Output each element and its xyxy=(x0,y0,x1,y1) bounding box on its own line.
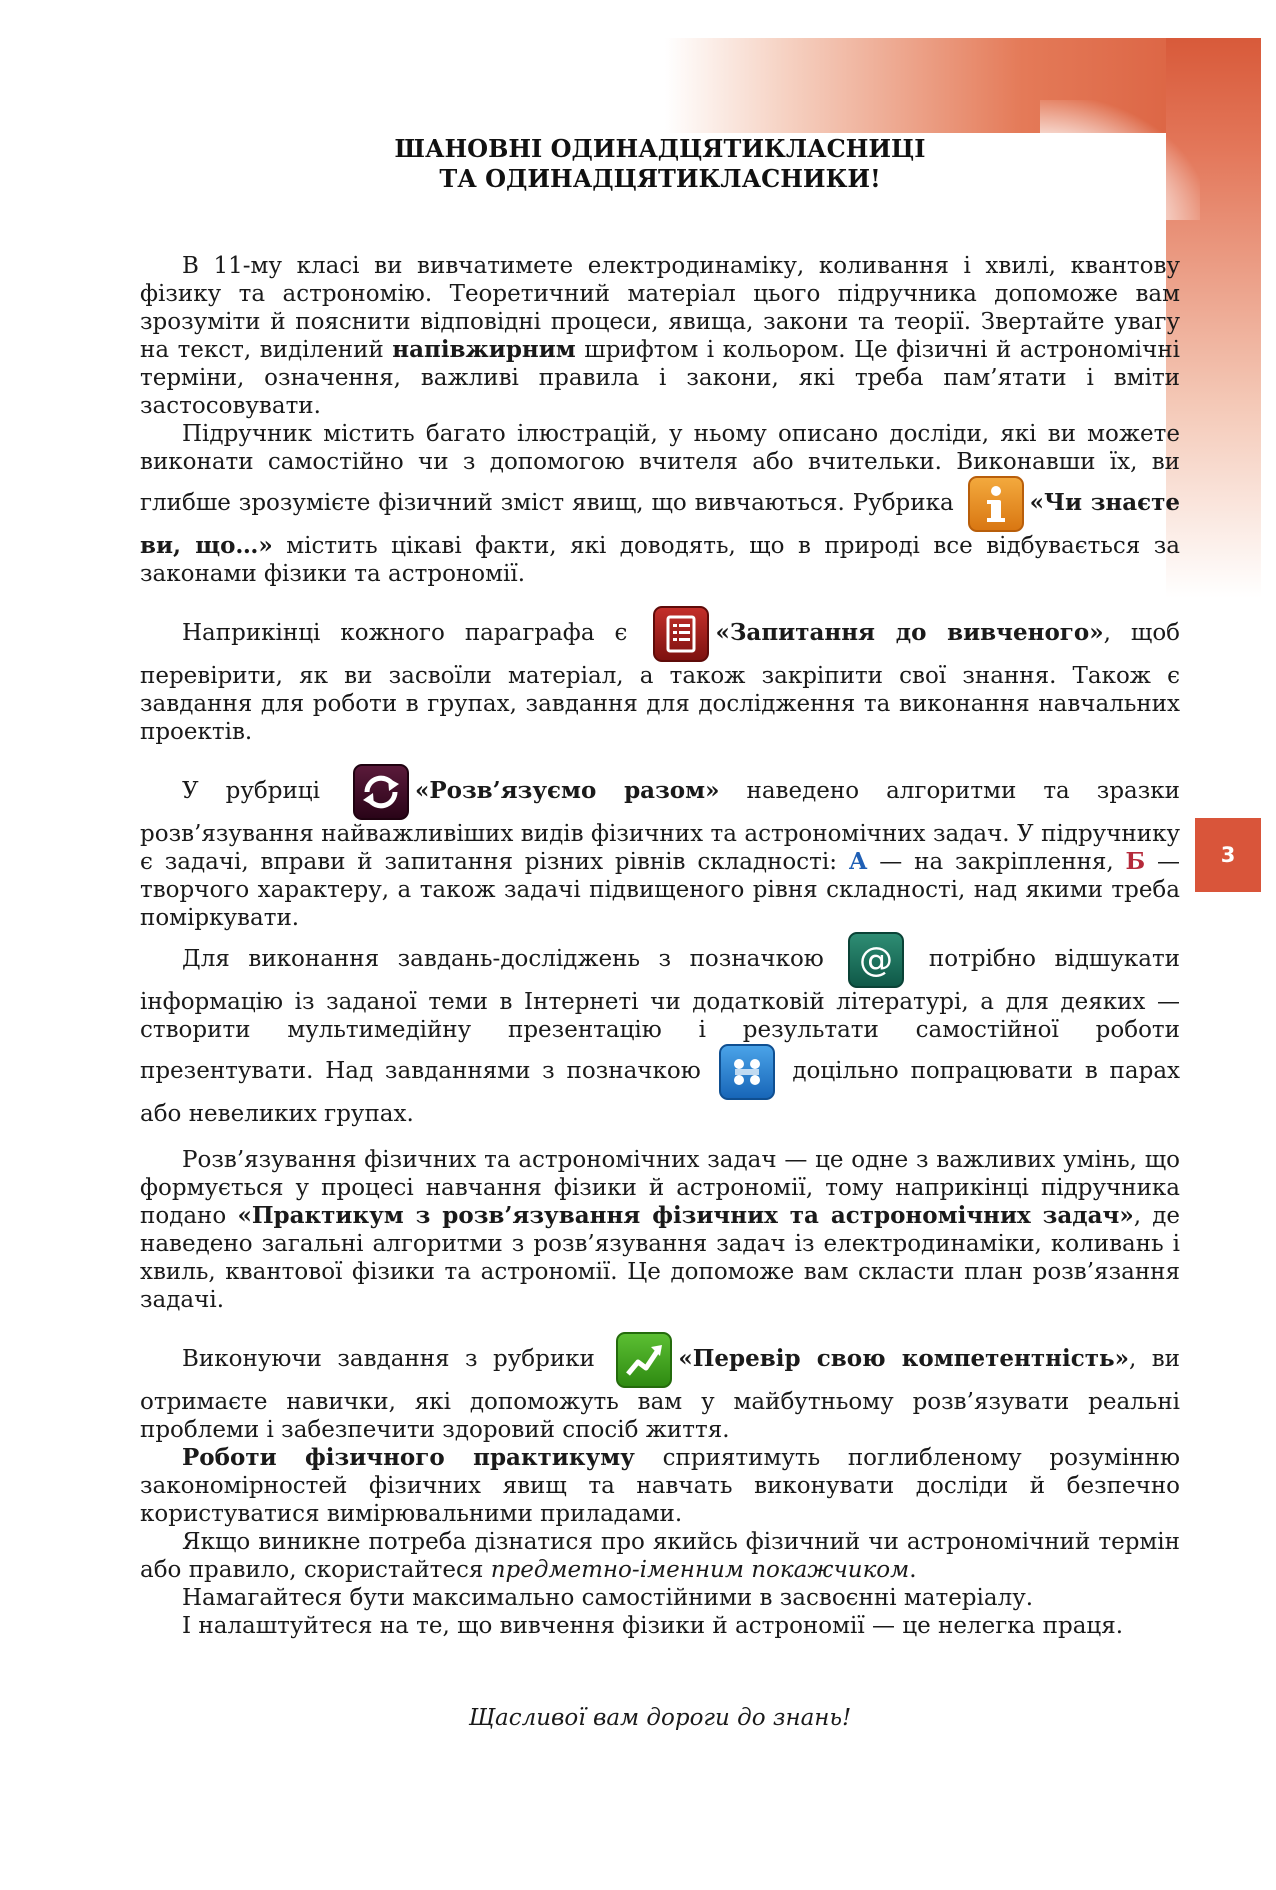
p4-text-c: — на закріплення, xyxy=(867,849,1126,875)
p6-bold: «Практикум з розв’язування фізичних та астрономічних задач» xyxy=(237,1202,1134,1229)
title-line-1: ШАНОВНІ ОДИНАДЦЯТИКЛАСНИЦІ xyxy=(394,134,926,163)
group-work-icon xyxy=(719,1044,775,1100)
p3-text-a: Наприкінці кожного параграфа є xyxy=(182,620,648,646)
p8-text-b: сприятимуть поглибленому розумінню закономірностей фізичних явищ та навчать виконувати досліди й безпечно користуватися вимірювальними приладами. xyxy=(140,1445,1180,1527)
p2-bold: «Чи знаєте ви, що…» xyxy=(140,489,1180,559)
level-a-label: А xyxy=(848,848,868,875)
page-number: 3 xyxy=(1220,843,1236,867)
p4-text-d: — творчого характеру, а також задачі підвищеного рівня складності, над якими треба поміркувати. xyxy=(140,849,1180,931)
p6-text-b: , де наведено загальні алгоритми з розв’язування задач із електродинаміки, коливань і хвиль, квантової фізики та астрономії. Це допоможе вам скласти план розв’язання задачі. xyxy=(140,1203,1181,1313)
p3-bold: «Запитання до вивченого» xyxy=(715,619,1104,646)
p9-italic: предметно-іменним покажчиком xyxy=(490,1557,910,1583)
p4-text-b: наведено алгоритми та зразки розв’язування найважливіших видів фізичних та астрономічних задач. У підручнику є задачі, вправи й запитання різних рівнів складності: xyxy=(140,778,1181,875)
closing-wish: Щасливої вам дороги до знань! xyxy=(468,1705,852,1731)
paragraph-2 xyxy=(140,420,1180,588)
p7-bold: «Перевір свою компетентність» xyxy=(678,1345,1129,1372)
paragraph-3 xyxy=(140,606,1180,746)
page-title xyxy=(140,134,1180,194)
paragraph-6 xyxy=(140,1146,1180,1314)
p3-text-b: , щоб перевірити, як ви засвоїли матеріал, а також закріпити свої знання. Також є завдання для роботи в групах, завдання для дослідження та виконання навчальних проектів. xyxy=(140,620,1181,745)
p5-text-b: потрібно відшукати інформацію із заданої теми в Інтернеті чи додатковій літературі, а для деяких — створити мультимедійну презентацію і результати самостійної роботи презентувати. Над завданнями з позначкою xyxy=(140,946,1180,1084)
page-content xyxy=(140,252,1180,1640)
p7-text-a: Виконуючи завдання з рубрики xyxy=(182,1346,611,1372)
p2-text-b: містить цікаві факти, які доводять, що в природі все відбувається за законами фізики та астрономії. xyxy=(140,533,1180,587)
paragraph-1 xyxy=(140,252,1180,420)
title-line-2: ТА ОДИНАДЦЯТИКЛАСНИКИ! xyxy=(439,164,881,193)
p6-text-a: Розв’язування фізичних та астрономічних задач — це одне з важливих умінь, що формується у процесі навчання фізики й астрономії, тому наприкінці підручника подано xyxy=(140,1147,1180,1229)
page-number-tab xyxy=(1195,818,1261,892)
p4-bold: «Розв’язуємо разом» xyxy=(414,777,720,804)
competence-chart-icon xyxy=(616,1332,672,1388)
paragraph-7 xyxy=(140,1332,1180,1444)
paragraph-9 xyxy=(140,1528,1180,1584)
paragraph-4 xyxy=(140,764,1180,932)
p5-text-c: доцільно попрацювати в парах або невеликих групах. xyxy=(140,1058,1181,1127)
paragraph-10: Намагайтеся бути максимально самостійними в засвоєнні матеріалу. xyxy=(182,1585,1034,1611)
p9-text-a: Якщо виникне потреба дізнатися про якийсь фізичний чи астрономічний термін або правило, скористайтеся xyxy=(140,1529,1180,1583)
p7-text-b: , ви отримаєте навички, які допоможуть вам у майбутньому розв’язувати реальні проблеми і забезпечити здоровий спосіб життя. xyxy=(140,1346,1180,1443)
p1-text-a: В 11-му класі ви вивчатимете електродинаміку, коливання і хвилі, квантову фізику та астрономію. Теоретичний матеріал цього підручника допоможе вам зрозуміти й пояснити відповідні процеси, явища, закони та теорії. Звертайте увагу на текст, виділений xyxy=(140,253,1180,363)
p5-text-a: Для виконання завдань-досліджень з позначкою xyxy=(182,946,843,972)
info-icon xyxy=(968,476,1024,532)
svg-text:@: @ xyxy=(859,940,894,980)
paragraph-5 xyxy=(140,932,1180,1128)
p2-text-a: Підручник містить багато ілюстрацій, у ньому описано досліди, які ви можете виконати самостійно чи з допомогою вчителя або вчительки. Виконавши їх, ви глибше зрозумієте фізичний зміст явищ, що вивчаються. Рубрика xyxy=(140,421,1180,516)
p9-text-b: . xyxy=(909,1557,917,1583)
paragraph-8 xyxy=(140,1444,1180,1528)
p1-bold: напівжирним xyxy=(392,336,576,363)
solve-together-icon xyxy=(353,764,409,820)
paragraph-11: І налаштуйтеся на те, що вивчення фізики й астрономії — це нелегка праця. xyxy=(182,1613,1124,1639)
p4-text-a: У рубриці xyxy=(182,778,347,804)
level-b-label: Б xyxy=(1125,848,1146,875)
question-list-icon xyxy=(653,606,709,662)
p1-text-b: шрифтом і кольором. Це фізичні й астрономічні терміни, означення, важливі правила і закони, які треба пам’ятати і вміти застосовувати. xyxy=(140,337,1181,419)
p8-bold: Роботи фізичного практикуму xyxy=(182,1444,635,1471)
at-sign-icon xyxy=(848,932,904,988)
